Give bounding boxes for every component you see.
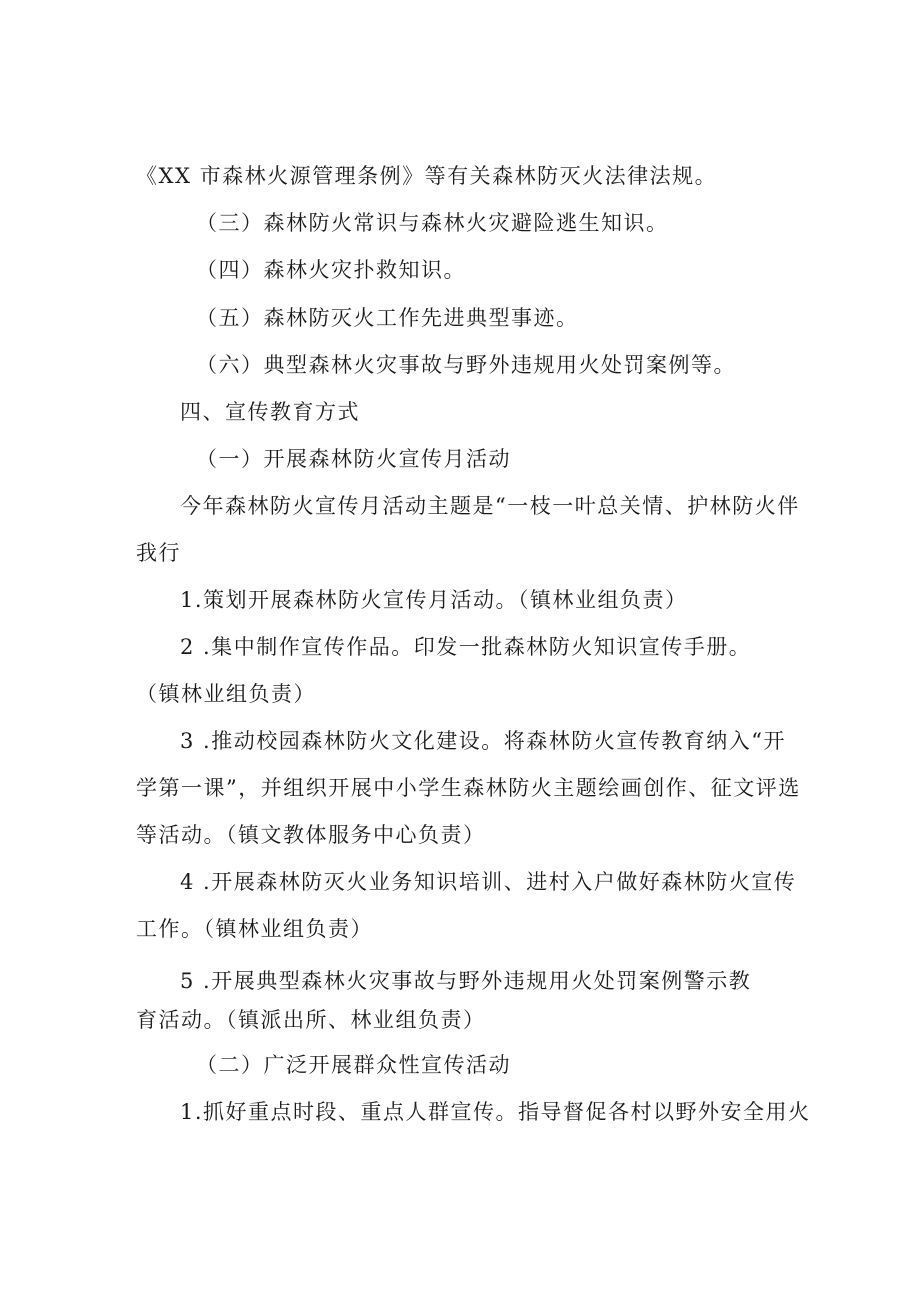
list-item: 1.策划开展森林防火宣传月活动。（镇林业组负责） xyxy=(180,588,688,612)
text-line: （六）典型森林火灾事故与野外违规用火处罚案例等。 xyxy=(196,353,736,377)
text-line: 工作。（镇林业组负责） xyxy=(136,917,373,941)
list-item: 5 .开展典型森林火灾事故与野外违规用火处罚案例警示教 xyxy=(180,969,752,993)
list-item: 4 .开展森林防灭火业务知识培训、进村入户做好森林防火宣传 xyxy=(180,870,797,894)
text-line: （镇林业组负责） xyxy=(136,682,316,706)
subsection-heading: （二）广泛开展群众性宣传活动 xyxy=(196,1053,511,1077)
section-heading: 四、宣传教育方式 xyxy=(180,400,360,424)
text-line: 我行 xyxy=(136,541,181,565)
subsection-heading: （一）开展森林防火宣传月活动 xyxy=(196,447,511,471)
text-line: 育活动。（镇派出所、林业组负责） xyxy=(136,1008,486,1032)
list-item: 1.抓好重点时段、重点人群宣传。指导督促各村以野外安全用火 xyxy=(180,1100,811,1124)
text-line: （五）森林防灭火工作先进典型事迹。 xyxy=(196,306,579,330)
list-item: 2 .集中制作宣传作品。印发一批森林防火知识宣传手册。 xyxy=(180,635,752,659)
text-line: 今年森林防火宣传月活动主题是“一枝一叶总关情、护林防火伴 xyxy=(180,494,800,518)
text-line: 等活动。（镇文教体服务中心负责） xyxy=(136,823,486,847)
text-line: 《XX 市森林火源管理条例》等有关森林防灭火法律法规。 xyxy=(136,164,718,188)
text-line: （三）森林防火常识与森林火灾避险逃生知识。 xyxy=(196,211,669,235)
text-line: （四）森林火灾扑救知识。 xyxy=(196,258,466,282)
list-item: 3 .推动校园森林防火文化建设。将森林防火宣传教育纳入“开 xyxy=(180,729,786,753)
text-line: 学第一课”，并组织开展中小学生森林防火主题绘画创作、征文评选 xyxy=(136,776,801,800)
